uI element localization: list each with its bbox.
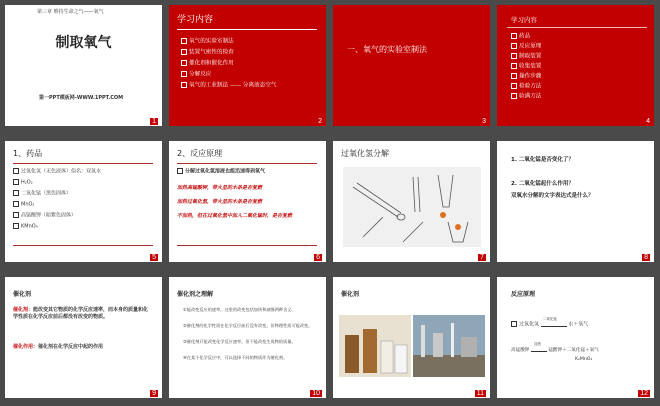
reaction-1 — [511, 316, 589, 328]
bottles-photo — [339, 315, 411, 377]
slide-10[interactable] — [169, 277, 326, 398]
checkbox-icon — [511, 53, 517, 59]
list-item — [13, 212, 76, 219]
slide-number: 5 — [152, 254, 156, 261]
item-label: KMnO₄ — [21, 223, 38, 230]
list-item — [177, 185, 317, 191]
checkbox-icon — [13, 190, 19, 196]
checkbox-icon — [511, 33, 517, 39]
products: 水＋氧气 — [568, 321, 589, 328]
item-label: 氧气的工业制法 —— 分离液态空气 — [189, 82, 277, 89]
slide-5[interactable] — [5, 141, 162, 262]
slide-11[interactable] — [333, 277, 490, 398]
checkbox-icon — [181, 71, 187, 77]
slide-header: 学习内容 — [177, 15, 214, 25]
checkbox-icon — [177, 168, 183, 174]
definition-label: 催化剂： — [13, 307, 34, 313]
slide-number: 12 — [640, 390, 648, 397]
checkbox-icon — [181, 38, 187, 44]
question-2: 2. 二氧化锰起什么作用？ — [511, 181, 574, 187]
list-item — [511, 73, 541, 80]
slide-9[interactable] — [5, 277, 162, 398]
checkbox-icon — [511, 63, 517, 69]
checkbox-icon — [511, 83, 517, 89]
slide-number: 4 — [646, 118, 650, 125]
item-label: 反应原理 — [519, 43, 542, 50]
experiment-illustration — [343, 167, 481, 247]
list-item — [13, 190, 71, 197]
item-label: 收集装置 — [519, 63, 542, 70]
item-label: 催化剂和催化作用 — [189, 60, 234, 67]
checkbox-icon — [511, 43, 517, 49]
list-item — [511, 33, 530, 40]
reactant: 高锰酸钾 — [511, 348, 530, 353]
slide-1[interactable] — [5, 5, 162, 126]
list-item — [13, 179, 33, 186]
slide-heading: 2、反应原理 — [177, 149, 223, 158]
list-item: ①能改变反应的速率，这里的改变包括加快和减慢两种含义。 — [183, 307, 296, 312]
divider — [177, 29, 317, 30]
reaction-2 — [511, 342, 599, 354]
list-item — [511, 43, 541, 50]
item-label: 操作步骤 — [519, 73, 542, 80]
slide-heading: 催化剂之理解 — [177, 291, 214, 298]
reactant: 过氧化氢 — [519, 321, 540, 328]
slide-number: 9 — [152, 390, 156, 397]
slide-number: 10 — [312, 390, 320, 397]
checkbox-icon — [13, 179, 19, 185]
slide-footer: 第一PPT模板网-WWW.1PPT.COM — [39, 95, 124, 101]
divider — [13, 163, 153, 164]
list-item — [13, 223, 38, 230]
list-item — [181, 82, 276, 89]
item-label: 装置气密性的检查 — [189, 49, 234, 56]
list-item — [511, 83, 541, 90]
slide-number: 3 — [482, 118, 486, 125]
item-label: 过氧化氢（无色液体）俗名：双氧水 — [21, 168, 102, 175]
item-label: H₂O₂ — [21, 179, 33, 186]
slide-number: 1 — [152, 118, 156, 125]
list-item — [511, 53, 541, 60]
list-item — [177, 213, 317, 219]
reaction-condition: 加热 — [533, 342, 542, 346]
list-item — [181, 71, 211, 78]
list-item — [181, 60, 234, 67]
list-item — [13, 201, 34, 208]
slide-number: 7 — [480, 254, 484, 261]
list-item — [13, 168, 101, 175]
slide-7[interactable] — [333, 141, 490, 262]
item-label: 验满方法 — [519, 93, 542, 100]
item-label: 药品 — [519, 33, 531, 40]
divider — [177, 163, 317, 164]
item-label: 不加热，但在过氧化氢中加入二氧化锰时，是否复燃 — [177, 213, 293, 219]
slide-number: 11 — [476, 390, 484, 397]
reaction-condition: 二氧化锰 — [542, 316, 557, 321]
question-3: 双氧水分解的文字表达式是什么？ — [511, 193, 594, 199]
slide-header: 学习内容 — [511, 16, 537, 24]
slide-4[interactable] — [497, 5, 654, 126]
slide-6[interactable] — [169, 141, 326, 262]
section-heading: 一、氧气的实验室制法 — [347, 45, 427, 54]
definition-body: 能改变其它物质的化学反应速率，而本身的质量和化学性质在化学反应前后都没有改变的物质。 — [13, 307, 149, 321]
slide-number: 6 — [316, 254, 320, 261]
item-label: 高锰酸钾（暗紫色固体） — [21, 212, 77, 219]
divider — [177, 245, 317, 246]
slide-subtitle: 第三章 维持生命之气——氧气 — [37, 9, 104, 15]
checkbox-icon — [13, 223, 19, 229]
list-item — [511, 93, 541, 100]
definition-text — [13, 307, 153, 322]
divider — [13, 245, 153, 246]
checkbox-icon — [13, 212, 19, 218]
divider — [507, 27, 647, 28]
slide-3[interactable] — [333, 5, 490, 126]
slide-number: 8 — [644, 254, 648, 261]
list-item: ④在某个化学反应中，可以选择不同的物质作为催化剂。 — [183, 355, 288, 360]
checkbox-icon — [13, 168, 19, 174]
products: 锰酸钾＋二氧化锰＋氧气 — [548, 348, 599, 353]
formula: K₂MnO₄ — [575, 357, 593, 362]
slide-heading: 1、药品 — [13, 149, 43, 158]
checkbox-icon — [511, 321, 517, 327]
checkbox-icon — [511, 73, 517, 79]
item-label: 制取装置 — [519, 53, 542, 60]
list-item — [181, 49, 234, 56]
slide-number: 2 — [318, 118, 322, 125]
item-label: 氧气的实验室制法 — [189, 38, 234, 45]
list-item — [177, 168, 317, 175]
question-1: 1. 二氧化锰是否变化了？ — [511, 157, 574, 163]
item-label: 分解反应 — [189, 71, 212, 78]
slide-title: 制取氧气 — [55, 35, 112, 51]
list-item — [181, 38, 234, 45]
slide-8[interactable] — [497, 141, 654, 262]
item-label: 检验方法 — [519, 83, 542, 90]
checkbox-icon — [13, 201, 19, 207]
checkbox-icon — [181, 82, 187, 88]
checkbox-icon — [181, 49, 187, 55]
list-item — [177, 199, 317, 205]
item-label: 加热高锰酸钾，带火星的木条是否复燃 — [177, 185, 263, 191]
slide-2[interactable] — [169, 5, 326, 126]
item-label: 分解过氧化氢溶液也能迅速得到氧气 — [185, 168, 266, 175]
checkbox-icon — [181, 60, 187, 66]
slide-heading: 催化剂 — [13, 291, 32, 298]
slide-heading: 反应原理 — [511, 291, 536, 298]
catalysis-label: 催化作用： — [13, 344, 39, 350]
item-label: 加热过氧化氢，带火星的木条是否复燃 — [177, 199, 263, 205]
slide-heading: 过氧化氢分解 — [341, 149, 389, 158]
checkbox-icon — [511, 93, 517, 99]
item-label: MnO₂ — [21, 201, 35, 208]
catalysis-body: 催化剂在化学反应中起的作用 — [38, 344, 104, 350]
list-item: ②催化剂的化学性质在化学反应前后没有改变，但物理性质可能改变。 — [183, 323, 313, 328]
list-item — [511, 63, 541, 70]
list-item: ③催化剂只能改变化学反应速率，但不能改变生成物的质量。 — [183, 339, 296, 344]
slide-heading: 催化剂 — [341, 291, 360, 298]
factory-photo — [413, 315, 485, 377]
slide-12[interactable] — [497, 277, 654, 398]
catalysis-text — [13, 344, 153, 350]
item-label: 二氧化锰（黑色固体） — [21, 190, 72, 197]
